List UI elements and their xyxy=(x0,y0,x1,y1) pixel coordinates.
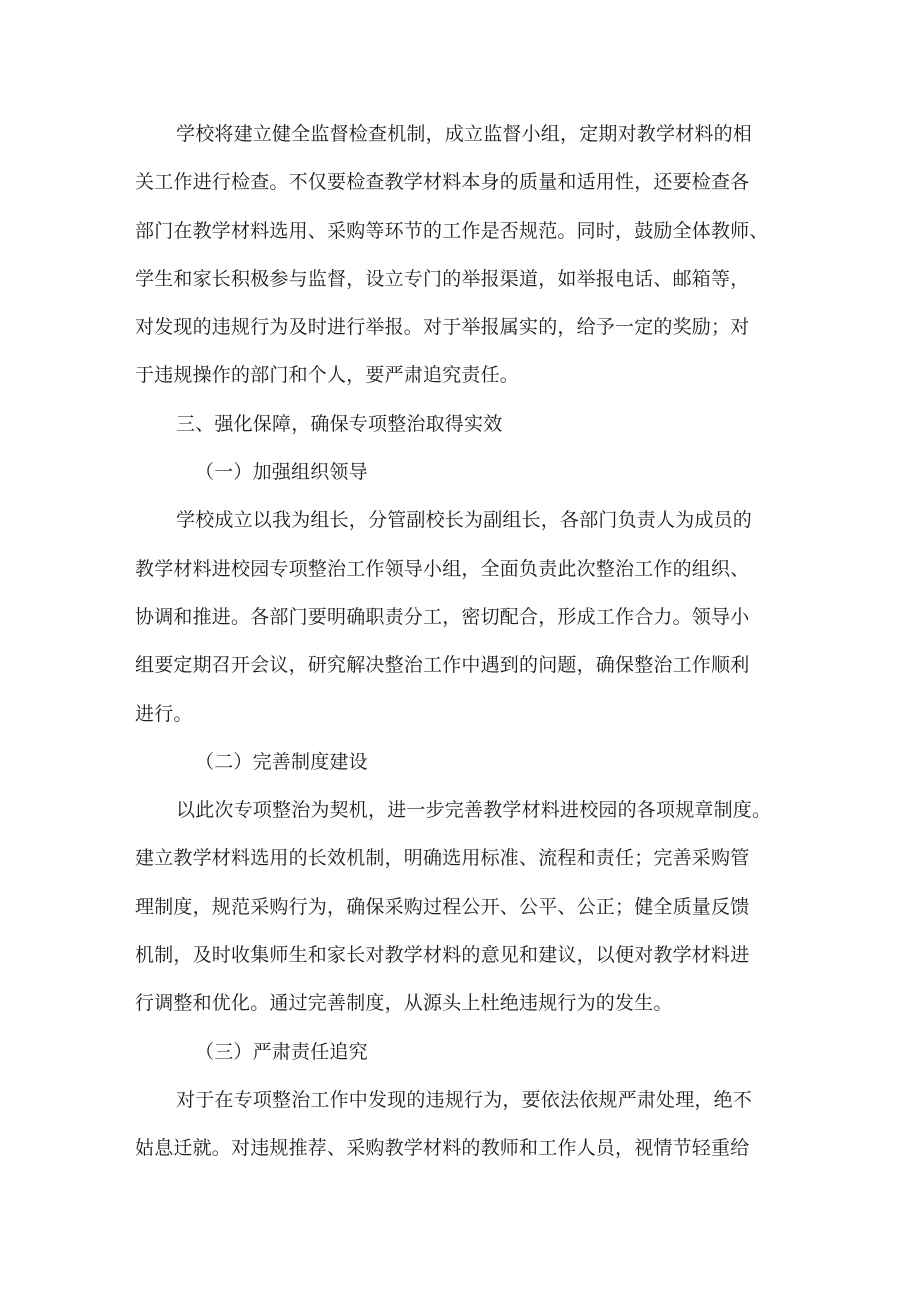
paragraph-line: 学生和家长积极参与监督，设立专门的举报渠道，如举报电话、邮箱等， xyxy=(135,267,750,290)
subsection-heading-system: （二）完善制度建设 xyxy=(195,750,368,773)
paragraph-line: 对于在专项整治工作中发现的违规行为，要依法依规严肃处理，绝不 xyxy=(176,1088,753,1111)
document-body xyxy=(135,110,795,1173)
paragraph-line: 姑息迁就。对违规推荐、采购教学材料的教师和工作人员，视情节轻重给 xyxy=(135,1137,750,1160)
paragraph-line: 对发现的违规行为及时进行举报。对于举报属实的，给予一定的奖励；对 xyxy=(135,316,750,339)
paragraph-line: 行调整和优化。通过完善制度，从源头上杜绝违规行为的发生。 xyxy=(135,992,673,1015)
subsection-heading-organization: （一）加强组织领导 xyxy=(195,461,368,484)
subsection-heading-accountability: （三）严肃责任追究 xyxy=(195,1040,368,1063)
paragraph-line: 学校成立以我为组长，分管副校长为副组长，各部门负责人为成员的 xyxy=(176,509,753,532)
paragraph-line: 组要定期召开会议，研究解决整治工作中遇到的问题，确保整治工作顺利 xyxy=(135,654,750,677)
paragraph-line: 进行。 xyxy=(135,702,193,725)
paragraph-line: 机制，及时收集师生和家长对教学材料的意见和建议，以便对教学材料进 xyxy=(135,944,750,967)
paragraph-line: 建立教学材料选用的长效机制，明确选用标准、流程和责任；完善采购管 xyxy=(135,847,750,870)
paragraph-line: 于违规操作的部门和个人，要严肃追究责任。 xyxy=(135,364,520,387)
section-heading: 三、强化保障，确保专项整治取得实效 xyxy=(176,412,503,435)
paragraph-system xyxy=(135,786,795,1027)
paragraph-line: 教学材料进校园专项整治工作领导小组，全面负责此次整治工作的组织、 xyxy=(135,557,750,580)
paragraph-line: 协调和推进。各部门要明确职责分工，密切配合，形成工作合力。领导小 xyxy=(135,605,750,628)
paragraph-line: 以此次专项整治为契机，进一步完善教学材料进校园的各项规章制度。 xyxy=(176,799,772,822)
paragraph-line: 理制度，规范采购行为，确保采购过程公开、公平、公正；健全质量反馈 xyxy=(135,895,750,918)
paragraph-supervision xyxy=(135,110,795,400)
paragraph-organization xyxy=(135,496,795,737)
paragraph-accountability xyxy=(135,1076,795,1173)
paragraph-line: 学校将建立健全监督检查机制，成立监督小组，定期对教学材料的相 xyxy=(176,123,753,145)
paragraph-line: 部门在教学材料选用、采购等环节的工作是否规范。同时，鼓励全体教师、 xyxy=(135,219,769,242)
paragraph-line: 关工作进行检查。不仅要检查教学材料本身的质量和适用性，还要检查各 xyxy=(135,171,750,194)
